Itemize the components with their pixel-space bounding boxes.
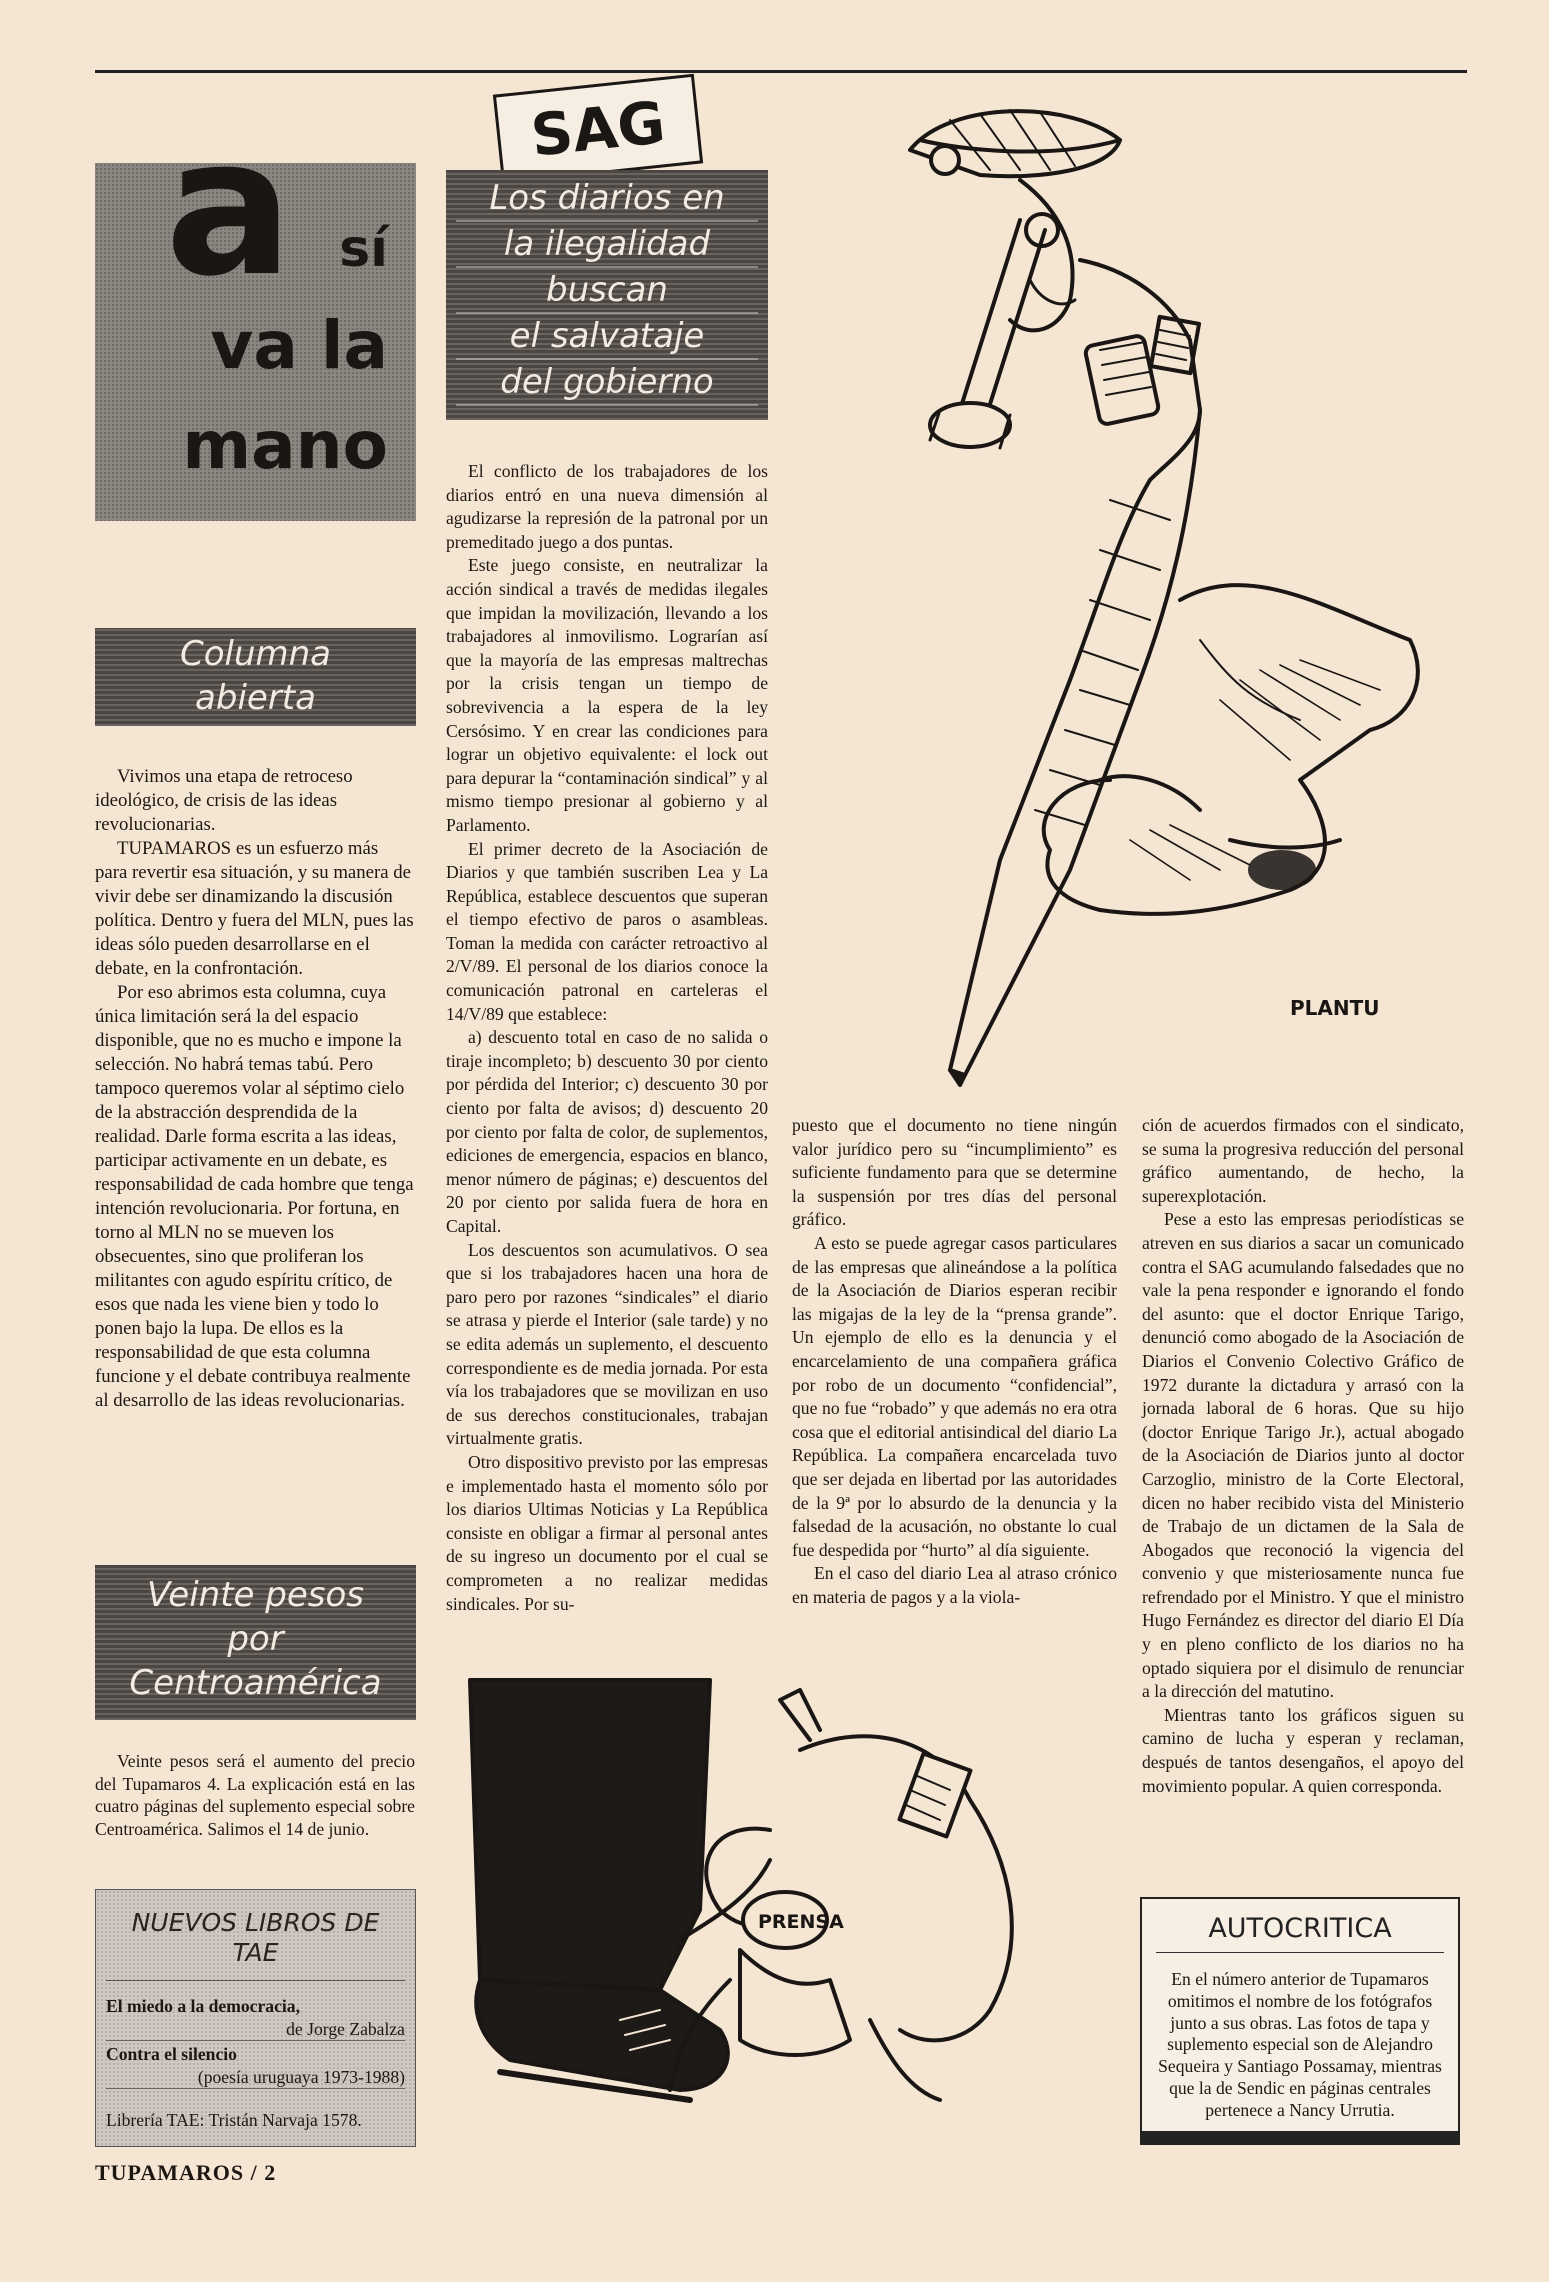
paragraph: puesto que el documento no tiene ningún valor jurídico pero su “incumplimiento” es suficiente fundamento para que se determine la suspensión por tres días del personal gráfico. (792, 1115, 1117, 1230)
columna-abierta-banner (95, 628, 416, 726)
paragraph: Pese a esto las empresas periodísticas se atreven en sus diarios a sacar un comunicado contra el SAG acumulando falsedades que no vale la pena responder e ignorando el fondo del asunto: que el doctor Enrique Tarigo, denunció como abogado de la Asociación de Diarios el Convenio Colectivo Gráfico de 1972 durante la dictadura y arrasó con la jornada laboral de 6 horas. Que su hijo (doctor Enrique Tarigo Jr.), actual abogado de la Asociación de Diarios junto al doctor Carzoglio, ministro de la Corte Electoral, dicen no haber recibido vista del Ministerio de Trabajo de un dictamen de la Sala de Abogados que reconoció la vigencia del convenio y que misteriosamente nunca fue refrendado por el Ministro. Y que el ministro Hugo Fernández es director del diario El Día y en pleno conflicto de los diarios no ha optado siquiera por el disimulo de renunciar a la dirección del matutino. (1142, 1209, 1464, 1702)
sag-headline-line: buscan (456, 268, 758, 314)
sag-headline-line: la ilegalidad (456, 222, 758, 268)
sag-headline-line: del gobierno (456, 360, 758, 406)
article-column-3 (1142, 1114, 1464, 1798)
book-title: El miedo a la democracia, (106, 1996, 300, 2016)
veinte-banner-line: por (227, 1619, 284, 1659)
veinte-pesos-banner (95, 1565, 416, 1720)
paragraph: El primer decreto de la Asociación de Diarios y que también suscriben Lea y La República, establece descuentos que superan el tiempo efectivo de paros o asambleas. Toman la medida con carácter retroactivo al 2/V/89. El personal de los diarios conoce la comunicación patronal en carteleras el 14/V/89 que establece: (446, 838, 768, 1024)
bookstore-address: Librería TAE: Tristán Narvaja 1578. (106, 2110, 362, 2130)
columna-abierta-text (95, 765, 415, 1413)
paragraph: A esto se puede agregar casos particulares de las empresas que alineándose a la política de la Asociación de Diarios esperan recibir las migajas de la ley de la “prensa grande”. Un ejemplo de ello es la denuncia y el encarcelamiento de una compañera gráfica por robo de un documento “confidencial”, que no fue “robado” y que además no era otra cosa que el editorial antisindical del diario La República. La compañera encarcelada tuvo que ser dejada en libertad por las autoridades de la 9ª por lo absurdo de la denuncia y la falsedad de la acusación, no obstante lo cual fue despedida por “hurto” al día siguiente. (792, 1232, 1117, 1560)
cartoon-hand-pencil-illustration (870, 80, 1430, 1090)
section-masthead (95, 97, 416, 521)
paragraph: Mientras tanto los gráficos siguen su camino de lucha y esperan y reclaman, después de tantos desengaños, el apoyo del movimiento popular. A quien corresponda. (1142, 1704, 1464, 1796)
veinte-banner-line: Veinte pesos (147, 1575, 364, 1615)
autocritica-title: AUTOCRITICA (1156, 1913, 1444, 1953)
book-title: Contra el silencio (106, 2044, 237, 2064)
veinte-banner-line: Centroamérica (129, 1663, 382, 1703)
masthead-line-2: va la (210, 307, 388, 384)
masthead-line-3: mano (182, 407, 388, 484)
paragraph: ción de acuerdos firmados con el sindicato, se suma la progresiva reducción del personal gráfico aumentando, de hecho, la superexplotación. (1142, 1115, 1464, 1206)
paragraph: TUPAMAROS es un esfuerzo más para revertir esa situación, y su manera de vivir debe ser dinamizando la discusión política. Dentro y fuera del MLN, pues las ideas sólo pueden desarrollarse en el debate, en la confrontación. (95, 838, 414, 979)
paragraph: Vivimos una etapa de retroceso ideológico, de crisis de las ideas revolucionarias. (95, 766, 353, 835)
sag-headline-line: el salvataje (456, 314, 758, 360)
book-author: de Jorge Zabalza (106, 2018, 405, 2042)
article-column-2 (792, 1114, 1117, 1609)
paragraph: Veinte pesos será el aumento del precio del Tupamaros 4. La explicación está en las cuatro páginas del suplemento especial sobre Centroamérica. Salimos el 14 de junio. (95, 1751, 415, 1839)
prensa-label: PRENSA (758, 1911, 844, 1933)
paragraph: Los descuentos son acumulativos. O sea que si los trabajadores hacen una hora de paro pero por razones “sindicales” el diario se atrasa y pierde el Interior (sale tarde) y no se edita además un suplemento, el descuento correspondiente es de media jornada. Por esta vía los trabajadores que se movilizan en uso de sus derechos constitucionales, trabajan virtualmente gratis. (446, 1239, 768, 1449)
paragraph: En el caso del diario Lea al atraso crónico en materia de pagos y a la viola- (792, 1563, 1117, 1607)
sag-headline-line: Los diarios en (456, 176, 758, 222)
page-footer: TUPAMAROS / 2 (95, 2160, 277, 2185)
paragraph: a) descuento total en caso de no salida o tiraje incompleto; b) descuento 30 por ciento por pérdida del Interior; c) descuento 30 por ciento por falta de avisos; d) descuento 20 por ciento por falta de color, de suplementos, ediciones de emergencia, espacios en blanco, menor número de páginas; e) descuentos del 20 por ciento por salida fuera de hora en Capital. (446, 1027, 768, 1236)
columna-banner-line: abierta (195, 678, 316, 718)
autocritica-text: En el número anterior de Tupamaros omitimos el nombre de los fotógrafos junto a sus obras. Las fotos de tapa y suplemento especial son de Alejandro Sequeira y Santiago Possamay, mientras que la de Sendic en páginas centrales pertenece a Nancy Urrutia. (1158, 1969, 1442, 2120)
cartoon-boot-prensa-illustration (470, 1680, 1100, 2140)
cartoon-signature: PLANTU (1290, 996, 1380, 1020)
article-column-1 (446, 460, 768, 1616)
paragraph: El conflicto de los trabajadores de los diarios entró en una nueva dimensión al agudizarse la represión de la patronal por un premeditado juego a dos puntas. (446, 461, 768, 552)
nuevos-libros-box (95, 1889, 416, 2147)
autocritica-box (1140, 1897, 1460, 2145)
sag-stamp: SAG (493, 74, 703, 185)
book-note: (poesía uruguaya 1973-1988) (106, 2066, 405, 2090)
paragraph: Otro dispositivo previsto por las empresas e implementado hasta el momento sólo por los diarios Ultimas Noticias y La República consiste en obligar a firmar al personal antes de su ingreso un documento por el cual se comprometen a no realizar medidas sindicales. Por su- (446, 1451, 768, 1614)
masthead-big-letter: a (165, 97, 288, 318)
paragraph: Este juego consiste, en neutralizar la acción sindical a través de medidas ilegales que impidan la movilización, llevando a los trabajadores al inmovilismo. Lograrían así que la mayoría de las empresas maltrechas por la crisis tengan un tiempo de sobrevivencia a la espera de la ley Cersósimo. Y en crear las condiciones para lograr un objetivo equivalente: el lock out para depurar la “contaminación sindical” y al mismo tiempo presionar al gobierno y al Parlamento. (446, 555, 768, 835)
masthead-line-1: sí (339, 219, 388, 279)
top-rule (95, 70, 1467, 73)
columna-banner-line: Columna (179, 634, 332, 674)
sag-headline (446, 170, 768, 420)
paragraph: Por eso abrimos esta columna, cuya única limitación será la del espacio disponible, que no es mucho e impone la selección. No habrá temas tabú. Pero tampoco queremos volar al séptimo cielo de la abstracción desprendida de la realidad. Darle forma escrita a las ideas, participar activamente en un debate, es responsabilidad de cada hombre que tenga intención revolucionaria. Por fortuna, en torno al MLN no se mueven los obsecuentes, sino que proliferan los militantes con agudo espíritu crítico, de esos que nada les viene bien y todo lo ponen bajo la lupa. De ellos es la responsabilidad de que esta columna funcione y el debate contribuya realmente al desarrollo de las ideas revolucionarias. (95, 982, 414, 1411)
libros-title: NUEVOS LIBROS DE TAE (106, 1908, 405, 1981)
veinte-pesos-text (95, 1750, 415, 1840)
